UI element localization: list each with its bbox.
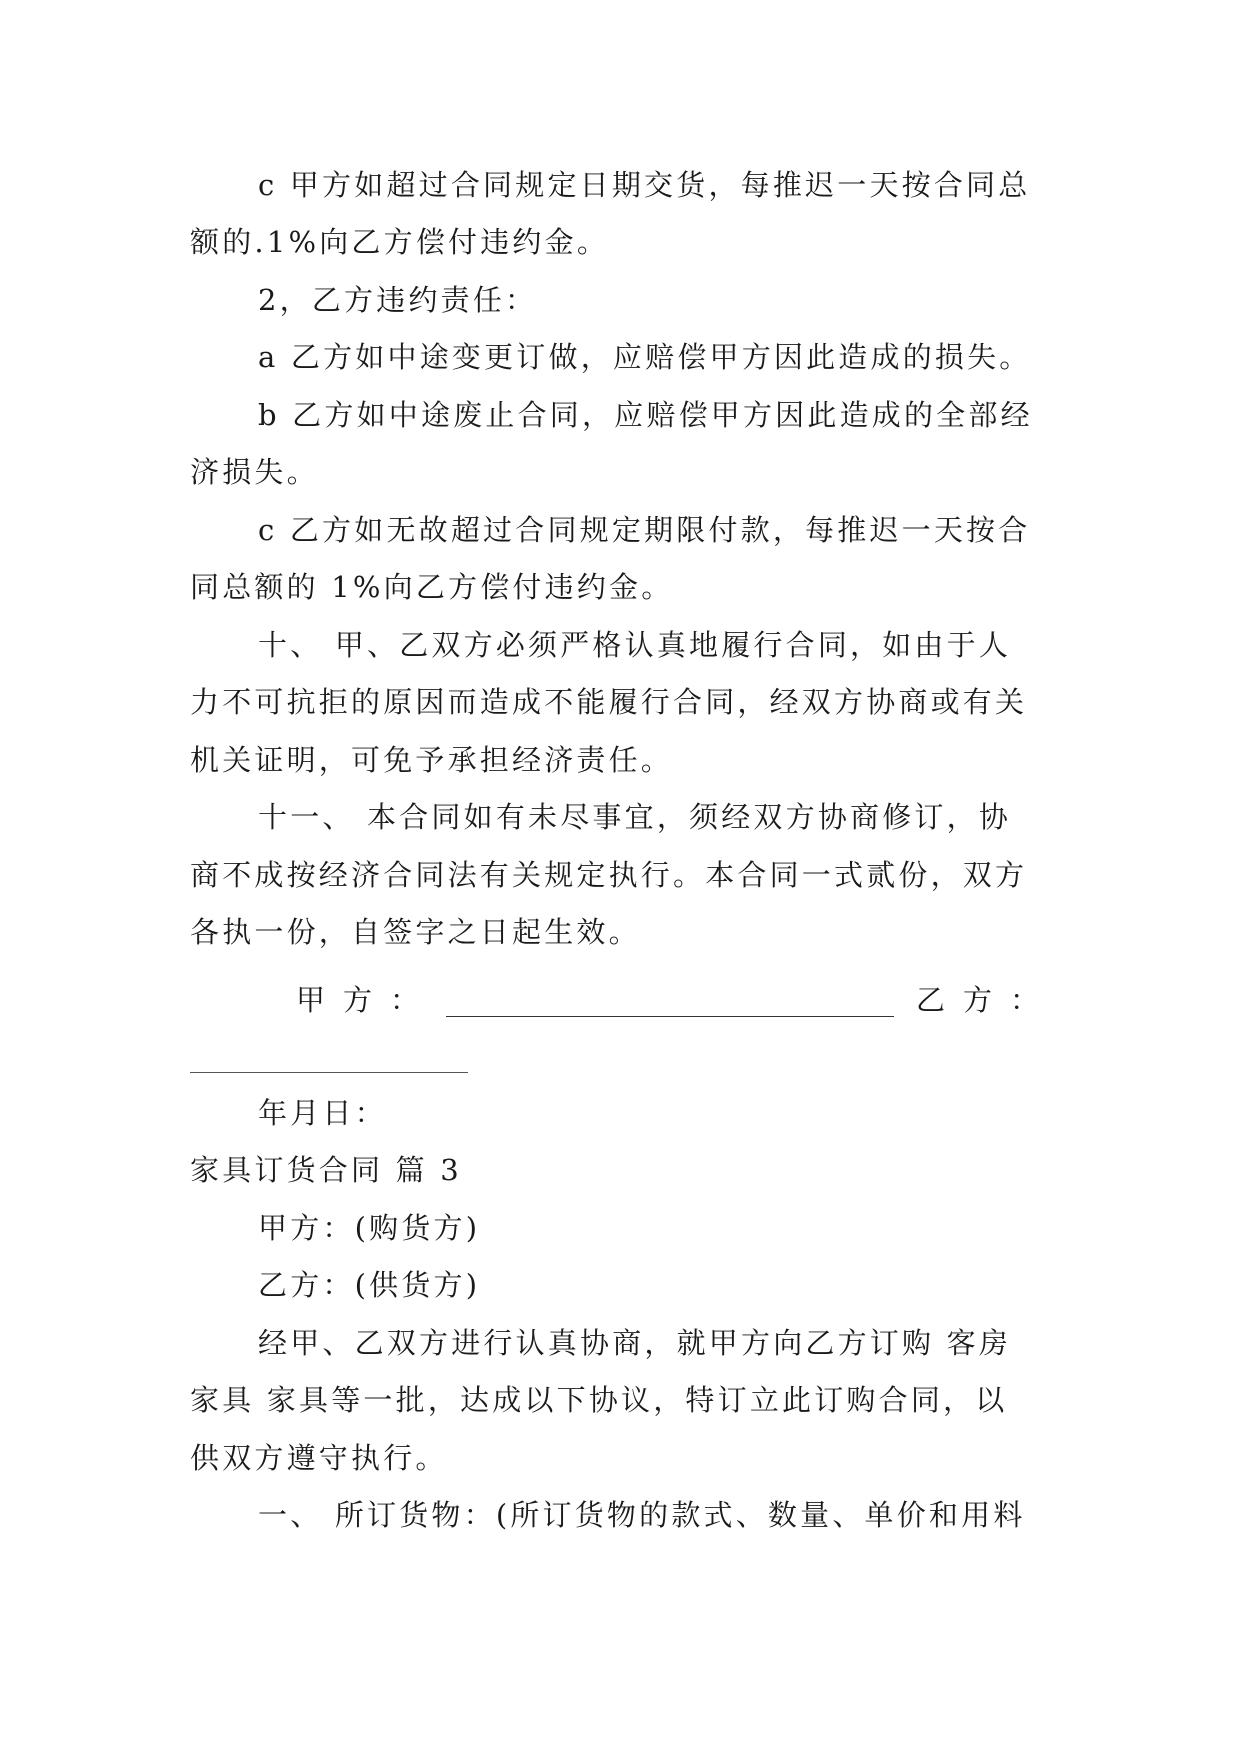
paragraph-line: 年月日： [258, 1096, 387, 1130]
paragraph-line: c 乙方如无故超过合同规定期限付款，每推迟一天按合 [258, 513, 1031, 547]
paragraph-line: 十、 甲、乙双方必须严格认真地履行合同，如由于人 [258, 628, 1012, 662]
paragraph-line: 乙方：(供货方) [258, 1268, 481, 1302]
paragraph-line: 经甲、乙双方进行认真协商，就甲方向乙方订购 客房 [258, 1326, 1012, 1360]
paragraph-line: a 乙方如中途变更订做，应赔偿甲方因此造成的损失。 [258, 340, 1032, 374]
paragraph-line: 力不可抗拒的原因而造成不能履行合同，经双方协商或有关 [190, 685, 1028, 719]
paragraph-line: 一、 所订货物：(所订货物的款式、数量、单价和用料 [258, 1498, 1026, 1532]
signature-row [296, 980, 1058, 1020]
paragraph-line: 家具 家具等一批，达成以下协议，特订立此订购合同，以 [190, 1383, 1008, 1417]
party-a-signature-line [446, 1016, 894, 1017]
paragraph-line: c 甲方如超过合同规定日期交货，每推迟一天按合同总 [258, 168, 1031, 202]
paragraph-line: 额的.1%向乙方偿付违约金。 [190, 225, 610, 259]
paragraph-line: 商不成按经济合同法有关规定执行。本合同一式贰份，双方 [190, 858, 1028, 892]
party-b-label: 乙方： [916, 983, 1058, 1017]
paragraph-line: 济损失。 [190, 455, 319, 489]
party-a-label: 甲方： [296, 983, 438, 1017]
paragraph-line: 各执一份，自签字之日起生效。 [190, 915, 641, 949]
paragraph-line: 2，乙方违约责任： [258, 283, 538, 317]
party-b-signature-line [190, 1072, 468, 1073]
paragraph-line: 同总额的 1%向乙方偿付违约金。 [190, 570, 674, 604]
paragraph-line: b 乙方如中途废止合同，应赔偿甲方因此造成的全部经 [258, 398, 1033, 432]
paragraph-line: 机关证明，可免予承担经济责任。 [190, 743, 674, 777]
paragraph-line: 甲方：(购货方) [258, 1211, 481, 1245]
paragraph-line: 供双方遵守执行。 [190, 1441, 448, 1475]
section-title: 家具订货合同 篇 3 [190, 1153, 462, 1187]
paragraph-line: 十一、 本合同如有未尽事宜，须经双方协商修订，协 [258, 800, 1012, 834]
